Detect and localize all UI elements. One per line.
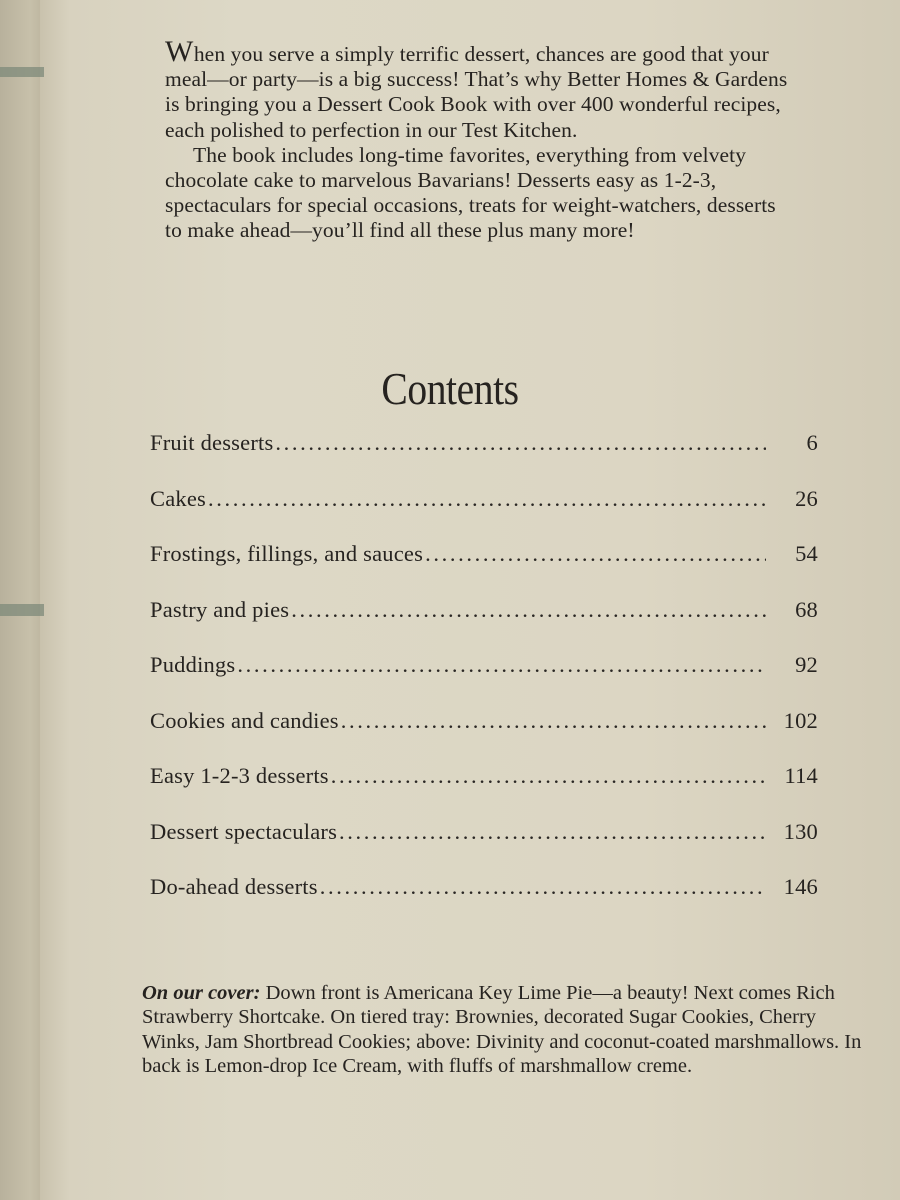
contents-heading: Contents — [381, 363, 519, 414]
spine-edge — [0, 0, 40, 1200]
toc-entry-do-ahead-desserts — [150, 874, 818, 930]
toc-entry-label: Cookies and candies — [150, 707, 339, 733]
toc-entry-page: 130 — [783, 818, 818, 844]
toc-entry-page: 114 — [784, 763, 818, 788]
cover-description-text: Down front is Americana Key Lime Pie—a beauty! Next comes Rich Strawberry Shortcake. On tiered tray: Brownies, decorated Sugar Cookies, Cherry Winks, Jam Shortbread Cookies; above: Divinity and coconut-coated marshmallows. In back is Lemon-drop Ice Cream, with fluffs of marshmallow creme. — [142, 982, 862, 1077]
spine-stripe — [0, 604, 44, 616]
toc-entry-cakes — [150, 486, 818, 542]
drop-cap: W — [165, 35, 194, 68]
toc-leader-dots — [331, 763, 766, 789]
toc-entry-page: 92 — [795, 652, 818, 677]
toc-entry-page: 146 — [783, 874, 818, 899]
toc-leader-dots — [320, 874, 766, 900]
toc-entry-cookies-and-candies — [150, 708, 818, 764]
toc-entry-label: Cakes — [150, 485, 206, 511]
toc-entry-easy-desserts — [150, 763, 818, 819]
toc-entry-label: Pastry and pies — [150, 596, 290, 622]
toc-entry-label: Fruit desserts — [150, 430, 274, 455]
toc-entry-label: Frostings, fillings, and sauces — [150, 541, 424, 566]
toc-entry-page: 54 — [795, 541, 818, 566]
toc-entry-page: 102 — [783, 707, 818, 733]
toc-entry-page: 68 — [795, 596, 818, 622]
toc-entry-page: 6 — [806, 430, 818, 455]
cover-description — [142, 981, 862, 1078]
toc-leader-dots — [291, 597, 766, 623]
toc-leader-dots — [275, 430, 766, 456]
toc-entry-fruit-desserts — [150, 430, 818, 486]
toc-leader-dots — [208, 486, 766, 512]
toc-entry-dessert-spectaculars — [150, 819, 818, 875]
spine-stripe — [0, 67, 44, 77]
toc-entry-label: Do-ahead desserts — [150, 874, 318, 899]
intro-text — [165, 35, 795, 244]
toc-entry-label: Dessert spectaculars — [150, 818, 338, 844]
intro-paragraph-1-text: hen you serve a simply terrific dessert, chances are good that your meal—or party—is a big success! That’s why Better Homes & Gardens is bringing you a Dessert Cook Book with over 400 wonderful recipes, each polished to perfection in our Test Kitchen. — [165, 42, 788, 142]
cover-description-heading: On our cover: — [142, 982, 261, 1004]
toc-entry-frostings — [150, 541, 818, 597]
toc-entry-pastry-and-pies — [150, 597, 818, 653]
toc-leader-dots — [339, 819, 766, 845]
toc-leader-dots — [341, 708, 766, 734]
table-of-contents — [150, 430, 818, 930]
toc-entry-puddings — [150, 652, 818, 708]
toc-entry-label: Puddings — [150, 652, 236, 677]
toc-entry-label: Easy 1-2-3 desserts — [150, 763, 329, 788]
intro-paragraph-1 — [165, 35, 795, 143]
toc-leader-dots — [425, 541, 766, 567]
toc-entry-page: 26 — [795, 485, 818, 511]
toc-leader-dots — [237, 652, 766, 678]
intro-paragraph-2: The book includes long-time favorites, everything from velvety chocolate cake to marvelous Bavarians! Desserts easy as 1-2-3, spectaculars for special occasions, treats for weight-watchers, desserts to make ahead—you’ll find all these plus many more! — [165, 142, 776, 243]
